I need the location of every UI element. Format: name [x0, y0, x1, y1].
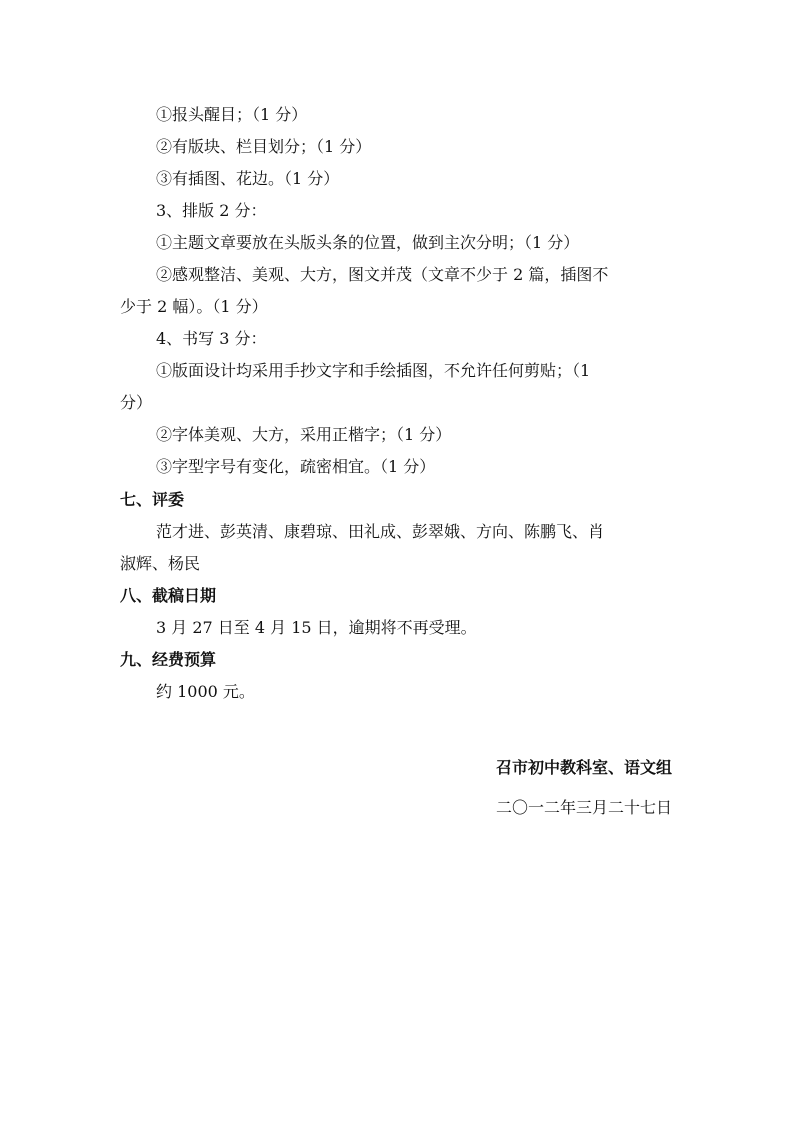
deadline-heading: 八、截稿日期: [120, 586, 217, 605]
criteria-line-3: ③有插图、花边。（1 分）: [156, 169, 340, 188]
criteria-line-6: ①版面设计均采用手抄文字和手绘插图，不允许任何剪贴；（1: [156, 361, 591, 380]
criteria-line-1: ①报头醒目；（1 分）: [156, 105, 308, 124]
criteria-heading-layout: 3、排版 2 分：: [156, 201, 267, 220]
criteria-line-7: ②字体美观、大方，采用正楷字；（1 分）: [156, 425, 452, 444]
signature-organization: 召市初中教科室、语文组: [495, 758, 672, 777]
criteria-line-4: ①主题文章要放在头版头条的位置，做到主次分明；（1 分）: [156, 233, 580, 252]
criteria-line-5: ②感观整洁、美观、大方，图文并茂（文章不少于 2 篇，插图不: [156, 265, 609, 284]
judges-names-line-2: 淑辉、杨民: [120, 554, 201, 573]
judges-heading: 七、评委: [120, 490, 185, 509]
criteria-heading-writing: 4、书写 3 分：: [156, 329, 267, 348]
deadline-text: 3 月 27 日至 4 月 15 日，逾期将不再受理。: [156, 618, 477, 637]
criteria-line-6-cont: 分）: [120, 393, 153, 412]
budget-heading: 九、经费预算: [120, 650, 217, 669]
judges-names-line-1: 范才进、彭英清、康碧琼、田礼成、彭翠娥、方向、陈鹏飞、肖: [156, 522, 605, 541]
criteria-line-2: ②有版块、栏目划分；（1 分）: [156, 137, 372, 156]
budget-text: 约 1000 元。: [156, 682, 255, 701]
signature-date: 二〇一二年三月二十七日: [495, 798, 672, 817]
criteria-line-8: ③字型字号有变化，疏密相宜。（1 分）: [156, 457, 436, 476]
criteria-line-5-cont: 少于 2 幅）。（1 分）: [120, 297, 268, 316]
